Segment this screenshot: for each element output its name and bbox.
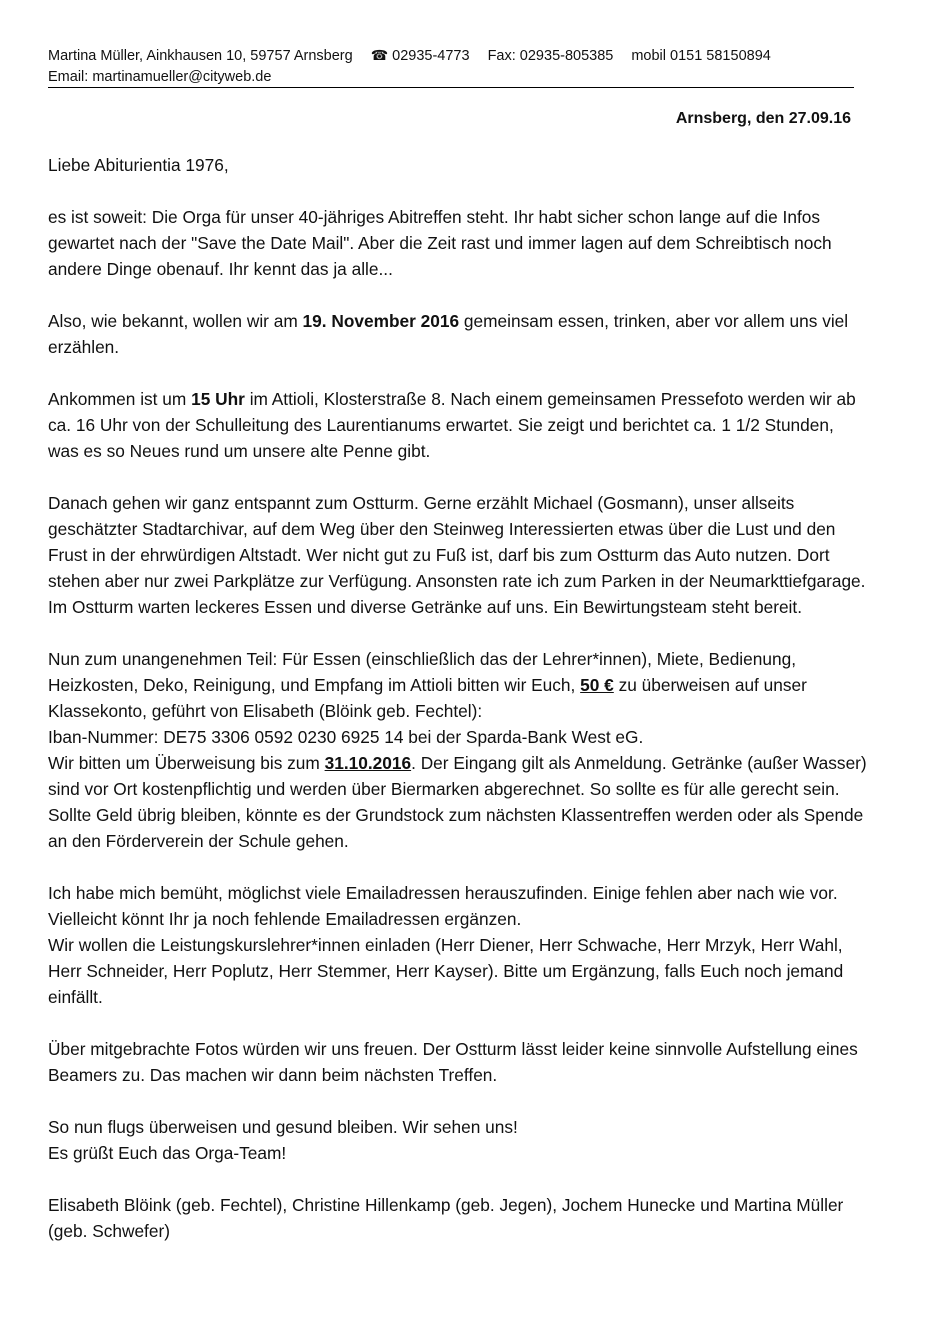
sender-address: Martina Müller, Ainkhausen 10, 59757 Arnsberg bbox=[48, 48, 353, 64]
text-span: Ankommen ist um bbox=[48, 389, 192, 409]
text-span: Nun zum unangenehmen Teil: Für Essen (einschließlich das der Lehrer*innen), Miete, Bedienung, Heizkosten, Deko, Reinigung, und Empfang im Attioli bitten wir Euch, bbox=[48, 649, 796, 695]
letterhead-divider bbox=[48, 87, 854, 88]
iban-line: Iban-Nummer: DE75 3306 0592 0230 6925 14 bei der Sparda-Bank West eG. bbox=[48, 727, 644, 747]
sender-mobile: mobil 0151 58150894 bbox=[631, 48, 771, 64]
paragraph-payment bbox=[48, 646, 868, 854]
telephone-icon: ☎ bbox=[370, 47, 389, 63]
paragraph-date bbox=[48, 308, 868, 360]
text-span: gemeinsam essen, trinken, aber vor allem uns viel erzählen. bbox=[48, 311, 849, 357]
letter-body bbox=[48, 152, 868, 1244]
paragraph-intro: es ist soweit: Die Orga für unser 40-jähriges Abitreffen steht. Ihr habt sicher schon lange auf die Infos gewartet nach der "Save the Date Mail". Aber die Zeit rast und immer lagen auf dem Schreibtisch noch andere Dinge obenauf. Ihr kennt das ja alle... bbox=[48, 207, 832, 279]
salutation: Liebe Abiturientia 1976, bbox=[48, 155, 229, 175]
payment-due-date: 31.10.2016 bbox=[324, 753, 412, 773]
closing bbox=[48, 1114, 868, 1166]
paragraph-emails bbox=[48, 880, 868, 1010]
sender-email: Email: martinamueller@cityweb.de bbox=[48, 69, 272, 85]
event-date: 19. November 2016 bbox=[302, 311, 460, 331]
text-span: Wir wollen die Leistungskurslehrer*innen einladen (Herr Diener, Herr Schwache, Herr Mrzyk, Herr Wahl, Herr Schneider, Herr Poplutz, Herr Stemmer, Herr Kayser). Bitte um Ergänzung, falls Euch noch jemand einfällt. bbox=[48, 935, 844, 1007]
signatures: Elisabeth Blöink (geb. Fechtel), Christine Hillenkamp (geb. Jegen), Jochem Hunecke und Martina Müller (geb. Schwefer) bbox=[48, 1195, 844, 1241]
text-span: Wir bitten um Überweisung bis zum bbox=[48, 753, 325, 773]
text-span: Ich habe mich bemüht, möglichst viele Emailadressen herauszufinden. Einige fehlen aber nach wie vor. Vielleicht könnt Ihr ja noch fehlende Emailadressen ergänzen. bbox=[48, 883, 838, 929]
sender-fax: Fax: 02935-805385 bbox=[487, 48, 614, 64]
text-span: zu überweisen auf unser Klassekonto, geführt von Elisabeth (Blöink geb. Fechtel): bbox=[48, 675, 807, 721]
text-span: im Attioli, Klosterstraße 8. Nach einem gemeinsamen Pressefoto werden wir ab ca. 16 Uhr von der Schulleitung des Laurentianums erwartet. Sie zeigt und berichtet ca. 1 1/2 Stunden, was es so Neues rund um unsere alte Penne gibt. bbox=[48, 389, 856, 461]
arrival-time: 15 Uhr bbox=[191, 389, 245, 409]
closing-line: Es grüßt Euch das Orga-Team! bbox=[48, 1143, 287, 1163]
text-span: Also, wie bekannt, wollen wir am bbox=[48, 311, 303, 331]
paragraph-ostturm: Danach gehen wir ganz entspannt zum Ostturm. Gerne erzählt Michael (Gosmann), unser allseits geschätzter Stadtarchivar, auf dem Weg über den Steinweg Interessierten etwas über die Lust und den Frust in der ehrwürdigen Altstadt. Wer nicht gut zu Fuß ist, darf bis zum Ostturm das Auto nutzen. Dort stehen aber nur zwei Parkplätze zur Verfügung. Ansonsten rate ich zum Parken in der Neumarkttiefgarage. Im Ostturm warten leckeres Essen und diverse Getränke auf uns. Ein Bewirtungsteam steht bereit. bbox=[48, 493, 866, 617]
text-span: . Der Eingang gilt als Anmeldung. Getränke (außer Wasser) sind vor Ort kostenpflichtig und werden über Biermarken abgerechnet. So sollte es für alle gerecht sein. Sollte Geld übrig bleiben, könnte es der Grundstock zum nächsten Klassentreffen werden oder als Spende an den Förderverein der Schule gehen. bbox=[48, 753, 867, 851]
paragraph-photos: Über mitgebrachte Fotos würden wir uns freuen. Der Ostturm lässt leider keine sinnvolle Aufstellung eines Beamers zu. Das machen wir dann beim nächsten Treffen. bbox=[48, 1039, 858, 1085]
letterhead bbox=[48, 45, 854, 88]
closing-line: So nun flugs überweisen und gesund bleiben. Wir sehen uns! bbox=[48, 1117, 518, 1137]
letterhead-contact-line bbox=[48, 45, 854, 67]
paragraph-arrival bbox=[48, 386, 868, 464]
sender-phone: 02935-4773 bbox=[392, 48, 470, 64]
date-line: Arnsberg, den 27.09.16 bbox=[675, 110, 851, 127]
payment-amount: 50 € bbox=[580, 675, 614, 695]
